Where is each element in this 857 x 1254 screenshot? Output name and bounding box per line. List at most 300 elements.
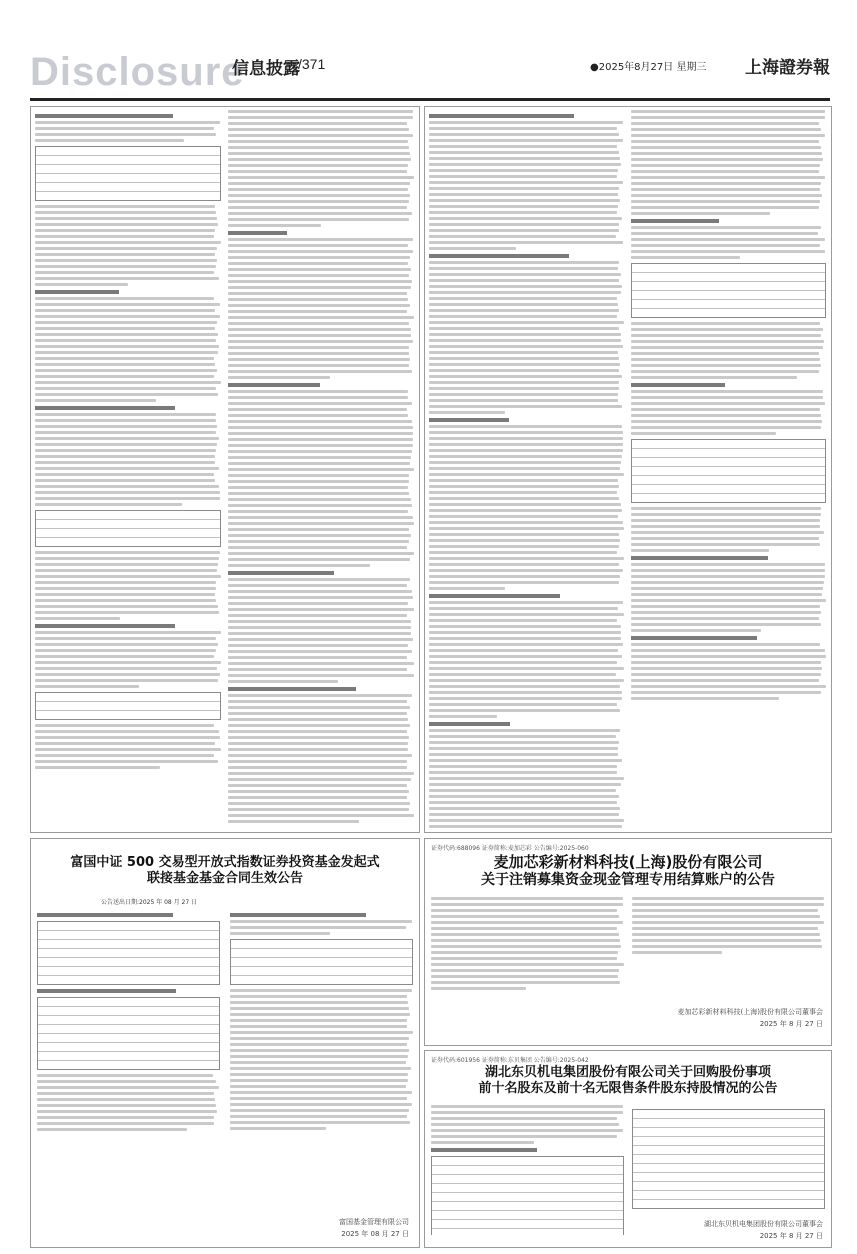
table-row [36, 511, 220, 520]
table-row [38, 1052, 219, 1061]
text-line [631, 685, 826, 688]
text-line [230, 920, 412, 923]
text-line [228, 602, 408, 605]
text-line [35, 673, 220, 676]
text-line [429, 631, 621, 634]
dongbei-notice [424, 1050, 832, 1248]
text-heading-stroke [228, 231, 287, 235]
text-line [631, 691, 821, 694]
table-row [633, 1137, 824, 1146]
page-header [30, 40, 830, 100]
text-line [35, 724, 214, 727]
text-line [429, 163, 621, 166]
text-line [631, 402, 825, 405]
text-line [431, 921, 623, 924]
text-line [35, 205, 215, 208]
text-line [431, 1111, 623, 1114]
text-line [431, 957, 617, 960]
text-line [35, 667, 217, 670]
text-line [429, 759, 622, 762]
table-row [36, 693, 220, 702]
text-line [35, 339, 216, 342]
text-line [429, 813, 619, 816]
text-line [35, 575, 221, 578]
announcement-body-left [30, 106, 420, 833]
text-line [429, 261, 619, 264]
text-line [228, 256, 410, 259]
text-line [35, 649, 216, 652]
table-row [432, 1166, 623, 1175]
text-line [431, 903, 623, 906]
text-line [631, 581, 824, 584]
data-table [37, 997, 220, 1070]
text-line [429, 569, 623, 572]
text-line [631, 617, 819, 620]
text-line [228, 116, 413, 119]
table-row [231, 958, 412, 967]
text-line [228, 304, 410, 307]
text-line [631, 194, 822, 197]
text-line [228, 370, 412, 373]
text-line [228, 644, 408, 647]
text-line [228, 310, 407, 313]
text-line [429, 297, 617, 300]
text-line [230, 1067, 411, 1070]
text-line [431, 1123, 619, 1126]
text-line [631, 128, 821, 131]
text-line [429, 703, 617, 706]
text-line [230, 1079, 408, 1082]
text-line [230, 1013, 410, 1016]
text-line [228, 268, 411, 271]
text-line [228, 596, 413, 599]
text-line [429, 747, 618, 750]
fund-sign-date: 2025 年 08 月 27 日 [341, 1230, 409, 1238]
text-line [35, 369, 217, 372]
table-row [632, 449, 825, 458]
text-line [429, 405, 622, 408]
text-line [228, 152, 410, 155]
text-line [429, 643, 623, 646]
text-line [429, 765, 617, 768]
text-line [429, 193, 618, 196]
text-line [228, 814, 414, 817]
header-rule [30, 98, 830, 101]
text-line [228, 170, 407, 173]
text-line [631, 200, 820, 203]
text-line [429, 437, 623, 440]
text-line [228, 280, 412, 283]
text-line [228, 408, 407, 411]
data-table [37, 921, 220, 985]
table-row [633, 1128, 824, 1137]
text-line [37, 1092, 214, 1095]
text-line [429, 515, 618, 518]
text-line [35, 631, 221, 634]
text-line [228, 468, 414, 471]
page-number: /371 [298, 56, 326, 72]
text-line [631, 575, 825, 578]
text-line [228, 584, 407, 587]
text-line [228, 316, 414, 319]
text-line [429, 563, 619, 566]
text-line [631, 507, 821, 510]
text-line [230, 1073, 408, 1076]
text-line [35, 605, 218, 608]
text-line [37, 1074, 213, 1077]
text-line [631, 134, 825, 137]
text-heading-stroke [431, 1148, 537, 1152]
table-row [38, 1043, 219, 1052]
text-line [228, 730, 407, 733]
text-line [631, 322, 820, 325]
text-line [429, 175, 617, 178]
text-line [429, 715, 497, 718]
text-line [631, 420, 822, 423]
text-line [230, 1115, 407, 1118]
text-line [631, 122, 819, 125]
table-row [38, 1061, 219, 1069]
text-line [429, 619, 617, 622]
text-line [35, 321, 217, 324]
text-line [230, 1049, 409, 1052]
text-line [431, 1105, 623, 1108]
text-line [631, 206, 819, 209]
text-line [429, 601, 623, 604]
text-line [35, 754, 214, 757]
text-line [631, 611, 821, 614]
text-line [631, 396, 823, 399]
text-line [35, 437, 219, 440]
table-row [38, 940, 219, 949]
text-line [35, 730, 219, 733]
table-row [231, 976, 412, 984]
text-line [631, 390, 823, 393]
text-heading-stroke [429, 114, 574, 118]
text-line [429, 539, 620, 542]
text-line [35, 736, 220, 739]
text-line [228, 340, 413, 343]
text-line [429, 247, 516, 250]
text-line [35, 587, 216, 590]
text-line [228, 128, 409, 131]
dongbei-sign-date: 2025 年 8 月 27 日 [759, 1232, 823, 1240]
fund-notice-left [37, 909, 220, 1239]
maijiaxin-notice [424, 838, 832, 1046]
text-line [35, 569, 217, 572]
text-line [429, 443, 623, 446]
text-line [35, 557, 219, 560]
text-line [35, 479, 215, 482]
table-row [633, 1173, 824, 1182]
text-line [228, 772, 414, 775]
text-line [429, 697, 622, 700]
text-line [35, 223, 218, 226]
text-line [429, 557, 624, 560]
maijiaxin-right [632, 897, 825, 987]
table-row [38, 931, 219, 940]
text-line [429, 279, 619, 282]
text-line [429, 735, 616, 738]
text-line [37, 1098, 215, 1101]
text-line [228, 724, 410, 727]
text-line [431, 897, 623, 900]
text-line [228, 796, 407, 799]
text-line [631, 563, 825, 566]
text-line [429, 399, 618, 402]
text-heading-stroke [37, 913, 173, 917]
text-line [429, 661, 617, 664]
table-row [38, 1034, 219, 1043]
text-line [228, 504, 412, 507]
text-line [35, 217, 217, 220]
table-row [36, 165, 220, 174]
text-line [35, 357, 214, 360]
text-line [35, 315, 220, 318]
dongbei-code: 证券代码:601956 证券简称:东贝集团 公告编号:2025-042 [431, 1057, 589, 1064]
text-line [228, 352, 409, 355]
text-line [429, 777, 624, 780]
text-line [429, 393, 618, 396]
text-line [35, 333, 218, 336]
data-table [631, 263, 826, 318]
text-line [35, 748, 221, 751]
text-line [429, 321, 624, 324]
text-line [228, 462, 410, 465]
text-line [429, 187, 619, 190]
text-line [429, 351, 618, 354]
text-line [35, 643, 218, 646]
text-line [228, 110, 413, 113]
text-line [228, 718, 408, 721]
text-line [429, 825, 622, 828]
text-line [631, 655, 826, 658]
text-line [631, 212, 770, 215]
text-line [429, 339, 621, 342]
text-line [230, 1097, 407, 1100]
text-line [632, 909, 818, 912]
text-line [431, 1135, 617, 1138]
text-line [35, 375, 214, 378]
table-row [432, 1220, 623, 1229]
text-line [35, 503, 182, 506]
text-line [631, 334, 821, 337]
announcement-body-right [424, 106, 832, 833]
table-row [632, 309, 825, 317]
table-row [38, 967, 219, 976]
text-line [228, 656, 407, 659]
text-line [35, 679, 218, 682]
text-line [35, 271, 214, 274]
text-line [431, 987, 526, 990]
text-line [631, 414, 821, 417]
text-heading-stroke [35, 290, 119, 294]
text-line [228, 218, 409, 221]
text-heading-stroke [429, 418, 509, 422]
text-line [228, 700, 407, 703]
text-line [228, 200, 409, 203]
text-heading-stroke [631, 556, 768, 560]
dongbei-title-2: 前十名股东及前十名无限售条件股东持股情况的公告 [478, 1081, 778, 1097]
text-line [429, 425, 622, 428]
text-line [228, 146, 409, 149]
text-line [228, 614, 407, 617]
text-line [631, 352, 819, 355]
text-line [631, 140, 819, 143]
text-line [228, 158, 411, 161]
text-line [35, 742, 215, 745]
table-row [633, 1119, 824, 1128]
text-line [35, 309, 215, 312]
text-line [35, 611, 219, 614]
text-line [632, 927, 818, 930]
data-table [35, 510, 221, 547]
text-line [228, 492, 409, 495]
text-line [228, 414, 408, 417]
text-line [632, 939, 821, 942]
dateline: ●2025年8月27日 星期三 [590, 62, 707, 73]
table-row [38, 958, 219, 967]
text-line [429, 521, 623, 524]
text-line [429, 285, 622, 288]
fund-sign-name: 富国基金管理有限公司 [339, 1218, 409, 1226]
table-row [633, 1155, 824, 1164]
text-line [631, 110, 825, 113]
text-line [228, 322, 409, 325]
maijiaxin-sign-date: 2025 年 8 月 27 日 [759, 1020, 823, 1028]
text-line [228, 590, 412, 593]
text-line [632, 945, 822, 948]
text-heading-stroke [631, 383, 725, 387]
maijiaxin-code: 证券代码:688096 证券简称:麦加芯彩 公告编号:2025-060 [431, 845, 589, 852]
text-line [37, 1110, 217, 1113]
text-line [631, 328, 823, 331]
table-row [432, 1193, 623, 1202]
text-line [429, 449, 623, 452]
text-line [429, 741, 619, 744]
text-line [429, 145, 617, 148]
table-row [633, 1191, 824, 1200]
text-line [429, 315, 617, 318]
text-line [230, 1019, 407, 1022]
text-line [631, 537, 819, 540]
text-line [631, 164, 820, 167]
text-line [632, 921, 824, 924]
text-line [228, 510, 408, 513]
text-line [429, 783, 621, 786]
text-line [429, 139, 623, 142]
text-line [429, 309, 619, 312]
text-line [429, 235, 616, 238]
text-line [429, 691, 622, 694]
text-line [228, 182, 410, 185]
text-line [431, 1117, 617, 1120]
text-line [429, 369, 619, 372]
table-row [432, 1175, 623, 1184]
text-column-1 [35, 110, 221, 829]
text-line [230, 1103, 412, 1106]
text-line [228, 474, 409, 477]
text-line [35, 685, 139, 688]
text-line [431, 1129, 623, 1132]
text-line [429, 819, 624, 822]
text-line [429, 303, 618, 306]
table-row [632, 458, 825, 467]
text-line [228, 632, 411, 635]
text-line [631, 250, 825, 253]
text-line [631, 226, 821, 229]
text-line [429, 241, 623, 244]
text-line [228, 376, 330, 379]
text-line [35, 497, 220, 500]
text-line [228, 620, 411, 623]
text-line [228, 498, 411, 501]
text-line [631, 697, 779, 700]
text-line [35, 253, 215, 256]
text-line [228, 244, 408, 247]
table-row [36, 156, 220, 165]
text-line [35, 297, 214, 300]
text-line [228, 390, 408, 393]
text-line [228, 176, 414, 179]
table-row [38, 998, 219, 1007]
text-line [228, 346, 409, 349]
dongbei-sign-name: 湖北东贝机电集团股份有限公司董事会 [704, 1220, 823, 1228]
table-row [633, 1200, 824, 1208]
text-line [632, 897, 824, 900]
text-column-3 [429, 110, 624, 829]
dongbei-right [632, 1105, 825, 1210]
table-row [632, 273, 825, 282]
fund-notice-right [230, 909, 413, 1209]
text-heading-stroke [429, 594, 560, 598]
text-line [35, 599, 216, 602]
text-line [228, 426, 413, 429]
text-line [631, 643, 820, 646]
text-line [35, 241, 221, 244]
table-row [632, 440, 825, 449]
text-line [35, 247, 217, 250]
text-line [228, 188, 408, 191]
text-line [429, 795, 619, 798]
text-line [228, 438, 413, 441]
text-line [429, 527, 624, 530]
text-line [228, 164, 408, 167]
table-row [36, 147, 220, 156]
text-line [35, 303, 220, 306]
masthead: Disclosure [30, 50, 245, 94]
text-line [228, 292, 407, 295]
text-line [429, 729, 620, 732]
text-line [429, 807, 620, 810]
text-line [631, 340, 824, 343]
text-line [228, 608, 414, 611]
text-line [228, 766, 407, 769]
maijiaxin-sign-name: 麦加芯彩新材料科技(上海)股份有限公司董事会 [677, 1008, 823, 1016]
text-line [431, 951, 618, 954]
text-line [429, 151, 619, 154]
text-line [431, 909, 617, 912]
text-line [228, 706, 410, 709]
text-line [228, 274, 409, 277]
data-table [431, 1156, 624, 1235]
text-line [431, 945, 621, 948]
text-line [35, 655, 214, 658]
text-line [631, 667, 822, 670]
table-row [38, 949, 219, 958]
text-line [37, 1128, 187, 1131]
text-line [429, 205, 618, 208]
